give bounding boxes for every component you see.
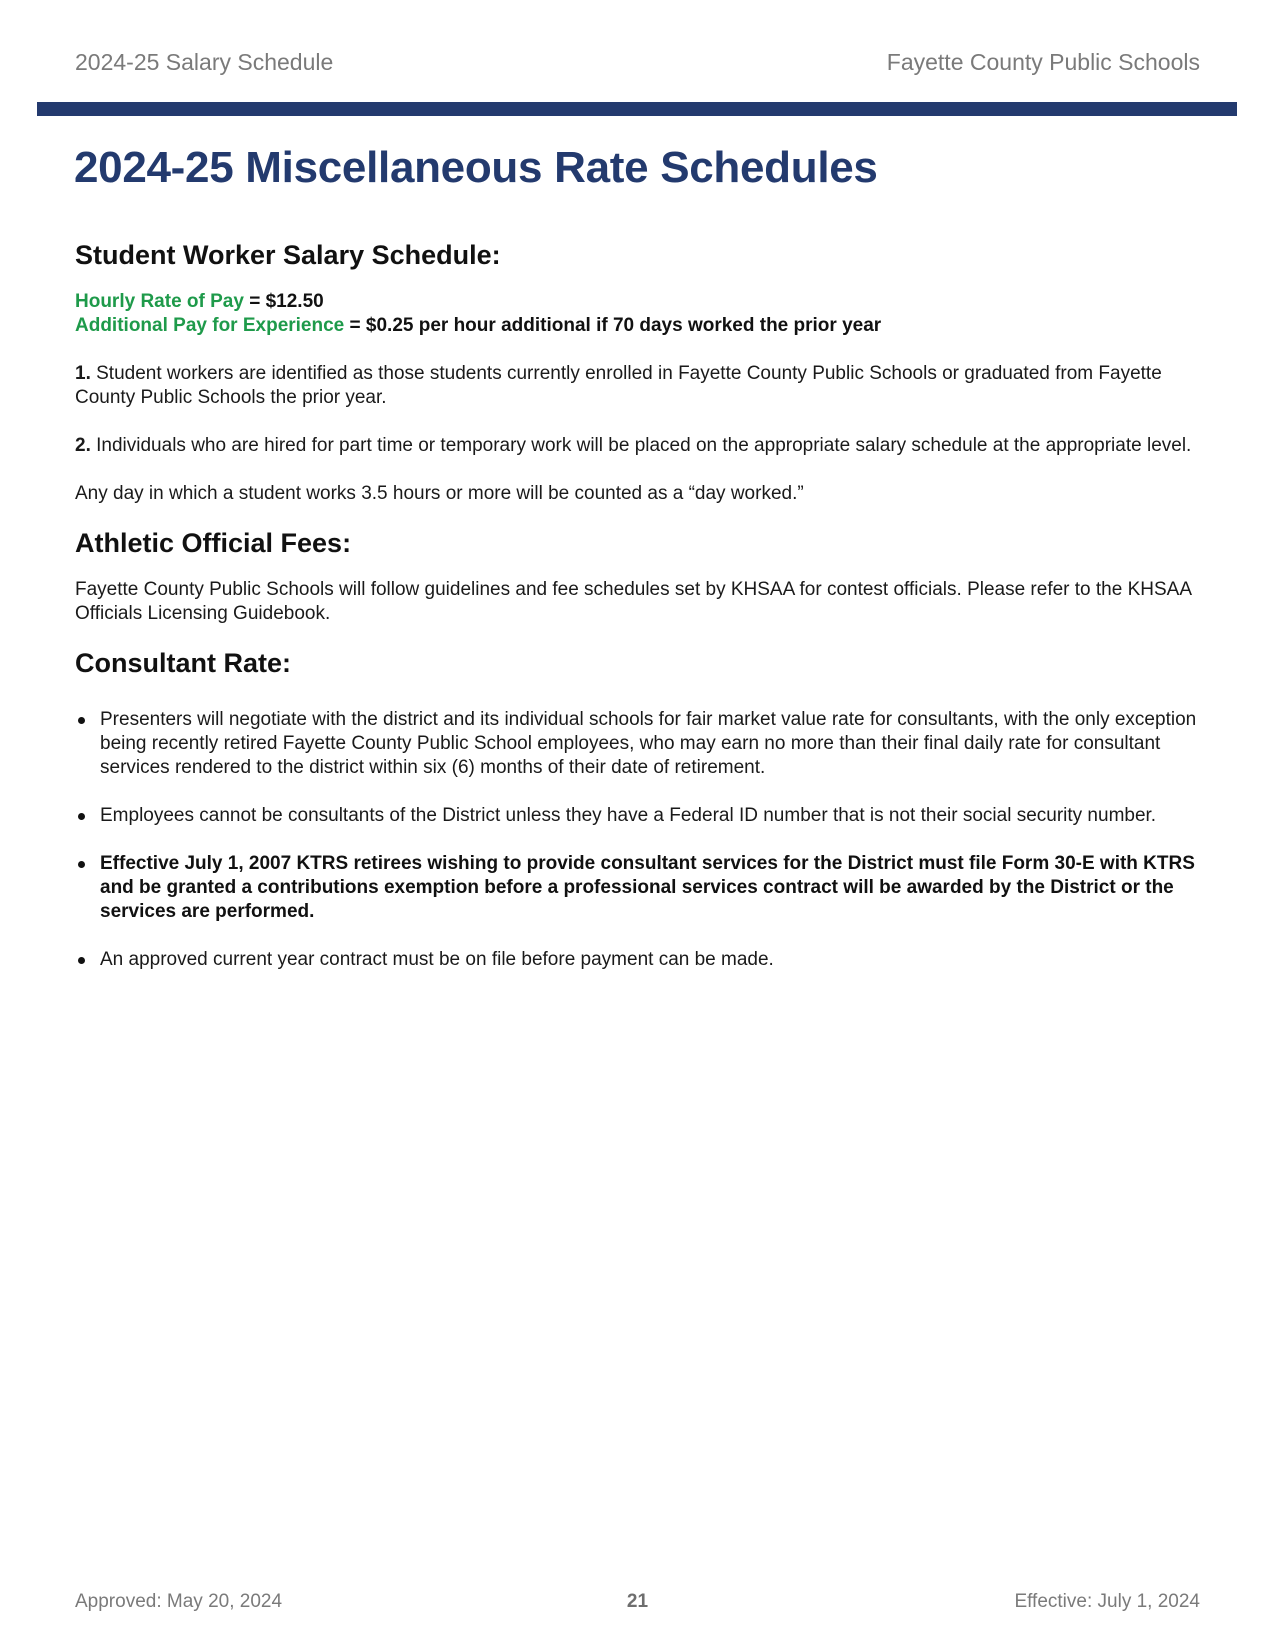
rate-label: Hourly Rate of Pay [75,291,244,312]
athletic-text: Fayette County Public Schools will follow guidelines and fee schedules set by KHSAA for contest officials. Please refer to the KHSAA Officials Licensing Guidebook. [75,579,1191,624]
student-worker-section [75,238,1205,506]
page-header [75,48,1200,76]
rate-line-experience [75,314,1205,338]
rate-line-hourly [75,290,1205,314]
bullet-dot-icon [78,717,85,724]
item-text: Student workers are identified as those students currently enrolled in Fayette County Public Schools or graduated from Fayette County Public Schools the prior year. [75,363,1162,408]
page-footer [75,1590,1200,1614]
section-heading-consultant: Consultant Rate: [75,648,291,678]
bullet-text: An approved current year contract must be on file before payment can be made. [100,949,774,970]
day-worked-note: Any day in which a student works 3.5 hours or more will be counted as a “day worked.” [75,483,804,504]
bullet-item [75,948,1205,972]
bullet-dot-icon [78,813,85,820]
section-heading-athletic: Athletic Official Fees: [75,528,352,558]
rate-label: Additional Pay for Experience [75,315,345,336]
rate-block [75,290,1205,338]
bullet-dot-icon [78,861,85,868]
bullet-text: Employees cannot be consultants of the District unless they have a Federal ID number that is not their social security number. [100,805,1157,826]
item-number: 1. [75,363,91,384]
bullet-text: Effective July 1, 2007 KTRS retirees wishing to provide consultant services for the District must file Form 30-E with KTRS and be granted a contributions exemption before a professional services contract will be awarded by the District or the services are performed. [100,853,1195,922]
item-text: Individuals who are hired for part time or temporary work will be placed on the appropriate salary schedule at the appropriate level. [90,435,1192,456]
item-number: 2. [75,435,91,456]
header-left-text: 2024-25 Salary Schedule [75,49,334,75]
bullet-item [75,804,1205,828]
page-title: 2024-25 Miscellaneous Rate Schedules [74,143,878,192]
main-content [75,238,1205,996]
numbered-item-1 [75,362,1205,410]
footer-effective-date: Effective: July 1, 2024 [1014,1591,1200,1612]
header-right-text: Fayette County Public Schools [886,49,1200,75]
athletic-section [75,526,1205,626]
consultant-section [75,646,1205,972]
bullet-text: Presenters will negotiate with the district and its individual schools for fair market value rate for consultants, with the only exception being recently retired Fayette County Public School employees, who may earn no more than their final daily rate for consultant services rendered to the district within six (6) months of their date of retirement. [100,709,1197,778]
bullet-dot-icon [78,957,85,964]
numbered-item-2 [75,434,1205,458]
rate-value: = $0.25 per hour additional if 70 days worked the prior year [344,315,882,336]
rate-value: = $12.50 [243,291,324,312]
section-heading-student-worker: Student Worker Salary Schedule: [75,240,501,270]
bullet-item [75,708,1205,780]
bullet-item-bold [75,852,1205,924]
consultant-bullet-list [75,708,1205,972]
header-divider-bar [37,102,1237,116]
page-number: 21 [626,1591,649,1612]
footer-approved-date: Approved: May 20, 2024 [75,1591,283,1612]
